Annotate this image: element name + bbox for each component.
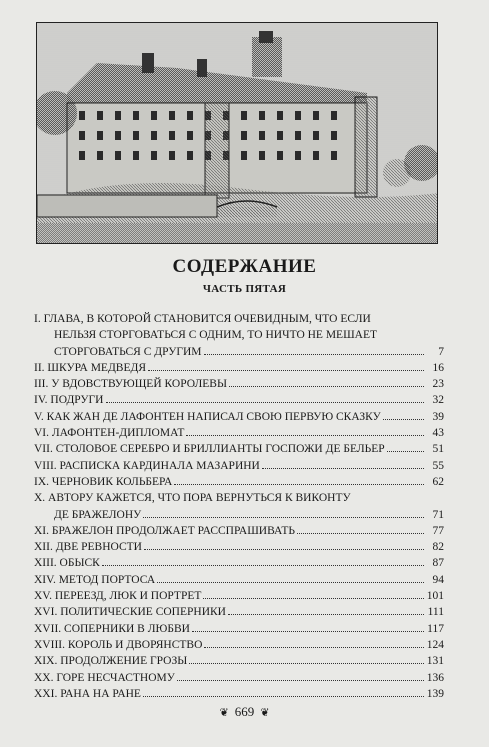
page-number: 669	[234, 704, 255, 719]
toc-entry[interactable]	[34, 458, 444, 474]
toc-entry-line: X. АВТОРУ КАЖЕТСЯ, ЧТО ПОРА ВЕРНУТЬСЯ К ВИКОНТУ	[34, 492, 351, 505]
toc-entry-title: XVIII. КОРОЛЬ И ДВОРЯНСТВО	[34, 638, 203, 651]
toc-entry[interactable]	[34, 637, 444, 653]
toc-entry-line: I. ГЛАВА, В КОТОРОЙ СТАНОВИТСЯ ОЧЕВИДНЫМ, ЧТО ЕСЛИ	[34, 313, 371, 325]
toc-entry[interactable]	[34, 507, 444, 523]
toc-page-number: 87	[432, 557, 444, 570]
toc-page-number: 39	[432, 410, 444, 423]
dot-leader	[228, 614, 424, 615]
dot-leader	[229, 386, 424, 387]
toc-entry-title: XVI. ПОЛИТИЧЕСКИЕ СОПЕРНИКИ	[34, 606, 226, 619]
toc-entry[interactable]	[34, 360, 444, 376]
toc-entry-title: XIX. ПРОДОЛЖЕНИЕ ГРОЗЫ	[34, 655, 188, 668]
dot-leader	[148, 370, 424, 371]
chateau-engraving	[36, 22, 438, 244]
toc-page-number: 55	[432, 459, 444, 472]
toc-entry[interactable]	[34, 474, 444, 490]
toc-entry-title: XIII. ОБЫСК	[34, 557, 100, 570]
toc-entry-line: НЕЛЬЗЯ СТОРГОВАТЬСЯ С ОДНИМ, ТО НИЧТО НЕ МЕШАЕТ	[54, 329, 378, 342]
toc-entry[interactable]	[34, 376, 444, 392]
dot-leader	[174, 484, 424, 485]
toc-entry-title: XIV. МЕТОД ПОРТОСА	[34, 573, 156, 586]
toc-entry-title: VIII. РАСПИСКА КАРДИНАЛА МАЗАРИНИ	[34, 459, 260, 472]
fleuron-icon: ❦	[260, 707, 270, 719]
toc-entry-title: XXI. РАНА НА РАНЕ	[34, 687, 141, 700]
toc-page-number: 111	[427, 606, 444, 619]
toc-entry-title: VII. СТОЛОВОЕ СЕРЕБРО И БРИЛЛИАНТЫ ГОСПОЖИ ДЕ БЕЛЬЕР	[34, 443, 385, 456]
dot-leader	[144, 549, 424, 550]
dot-leader	[203, 598, 424, 599]
toc-entry[interactable]	[34, 425, 444, 441]
toc-entry[interactable]	[34, 344, 444, 360]
toc-entry-title: XI. БРАЖЕЛОН ПРОДОЛЖАЕТ РАССПРАШИВАТЬ	[34, 524, 295, 537]
toc-page-number: 101	[426, 590, 444, 603]
toc-entry-title: IV. ПОДРУГИ	[34, 394, 104, 407]
fleuron-icon: ❦	[219, 707, 229, 719]
toc-page-number: 16	[432, 361, 444, 374]
dot-leader	[143, 696, 424, 697]
toc-page-number: 32	[432, 394, 444, 407]
toc-entry[interactable]	[34, 604, 444, 620]
toc-page-number: 77	[432, 524, 444, 537]
toc-page-number: 124	[426, 638, 444, 651]
toc-page-number: 23	[432, 378, 444, 391]
toc-entry[interactable]	[34, 539, 444, 555]
page-footer	[0, 704, 489, 720]
toc-page-number: 71	[432, 508, 444, 521]
toc-entry[interactable]	[34, 392, 444, 408]
dot-leader	[262, 468, 424, 469]
toc-page-number: 117	[427, 622, 444, 635]
toc-page-number: 136	[426, 671, 444, 684]
engraving-drawing	[37, 23, 438, 244]
dot-leader	[177, 680, 424, 681]
toc-entry-title: XV. ПЕРЕЕЗД, ЛЮК И ПОРТРЕТ	[34, 590, 202, 603]
dot-leader	[186, 435, 424, 436]
toc-page-number: 7	[438, 345, 444, 358]
part-subtitle: ЧАСТЬ ПЯТАЯ	[202, 283, 287, 295]
toc-entry-title: IX. ЧЕРНОВИК КОЛЬБЕРА	[34, 475, 173, 488]
toc-entry[interactable]	[34, 653, 444, 669]
toc-page-number: 131	[426, 655, 444, 668]
toc-entry[interactable]	[34, 621, 444, 637]
toc-entry-line: СТОРГОВАТЬСЯ С ДРУГИМ	[54, 345, 202, 358]
dot-leader	[204, 647, 424, 648]
toc-page-number: 62	[432, 475, 444, 488]
toc-entry-title: III. У ВДОВСТВУЮЩЕЙ КОРОЛЕВЫ	[34, 378, 227, 391]
dot-leader	[106, 402, 425, 403]
toc-entry[interactable]	[34, 555, 444, 571]
table-of-contents	[34, 311, 444, 702]
toc-page-number: 51	[432, 443, 444, 456]
dot-leader	[102, 565, 424, 566]
dot-leader	[387, 451, 424, 452]
toc-page-number: 82	[432, 541, 444, 554]
toc-page-number: 94	[432, 573, 444, 586]
toc-entry-title: V. КАК ЖАН ДЕ ЛАФОНТЕН НАПИСАЛ СВОЮ ПЕРВУЮ СКАЗКУ	[34, 410, 381, 423]
dot-leader	[189, 663, 424, 664]
toc-entry-title: XX. ГОРЕ НЕСЧАСТНОМУ	[34, 671, 175, 684]
toc-entry-title: II. ШКУРА МЕДВЕДЯ	[34, 361, 147, 374]
toc-entry[interactable]	[34, 572, 444, 588]
toc-entry-title: VI. ЛАФОНТЕН-ДИПЛОМАТ	[34, 427, 185, 440]
toc-entry[interactable]	[34, 588, 444, 604]
toc-page-number: 43	[432, 427, 444, 440]
toc-page-number: 139	[426, 687, 444, 700]
dot-leader	[192, 631, 424, 632]
toc-entry-line: ДЕ БРАЖЕЛОНУ	[54, 508, 142, 521]
toc-entry-title: XII. ДВЕ РЕВНОСТИ	[34, 541, 142, 554]
dot-leader	[157, 582, 424, 583]
toc-entry[interactable]	[34, 686, 444, 702]
toc-entry[interactable]	[34, 523, 444, 539]
toc-entry[interactable]	[34, 670, 444, 686]
dot-leader	[143, 517, 424, 518]
toc-entry-title: XVII. СОПЕРНИКИ В ЛЮБВИ	[34, 622, 190, 635]
dot-leader	[383, 419, 424, 420]
toc-entry[interactable]	[34, 441, 444, 457]
dot-leader	[204, 354, 424, 355]
toc-entry[interactable]	[34, 409, 444, 425]
dot-leader	[297, 533, 424, 534]
toc-title: СОДЕРЖАНИЕ	[172, 256, 317, 277]
